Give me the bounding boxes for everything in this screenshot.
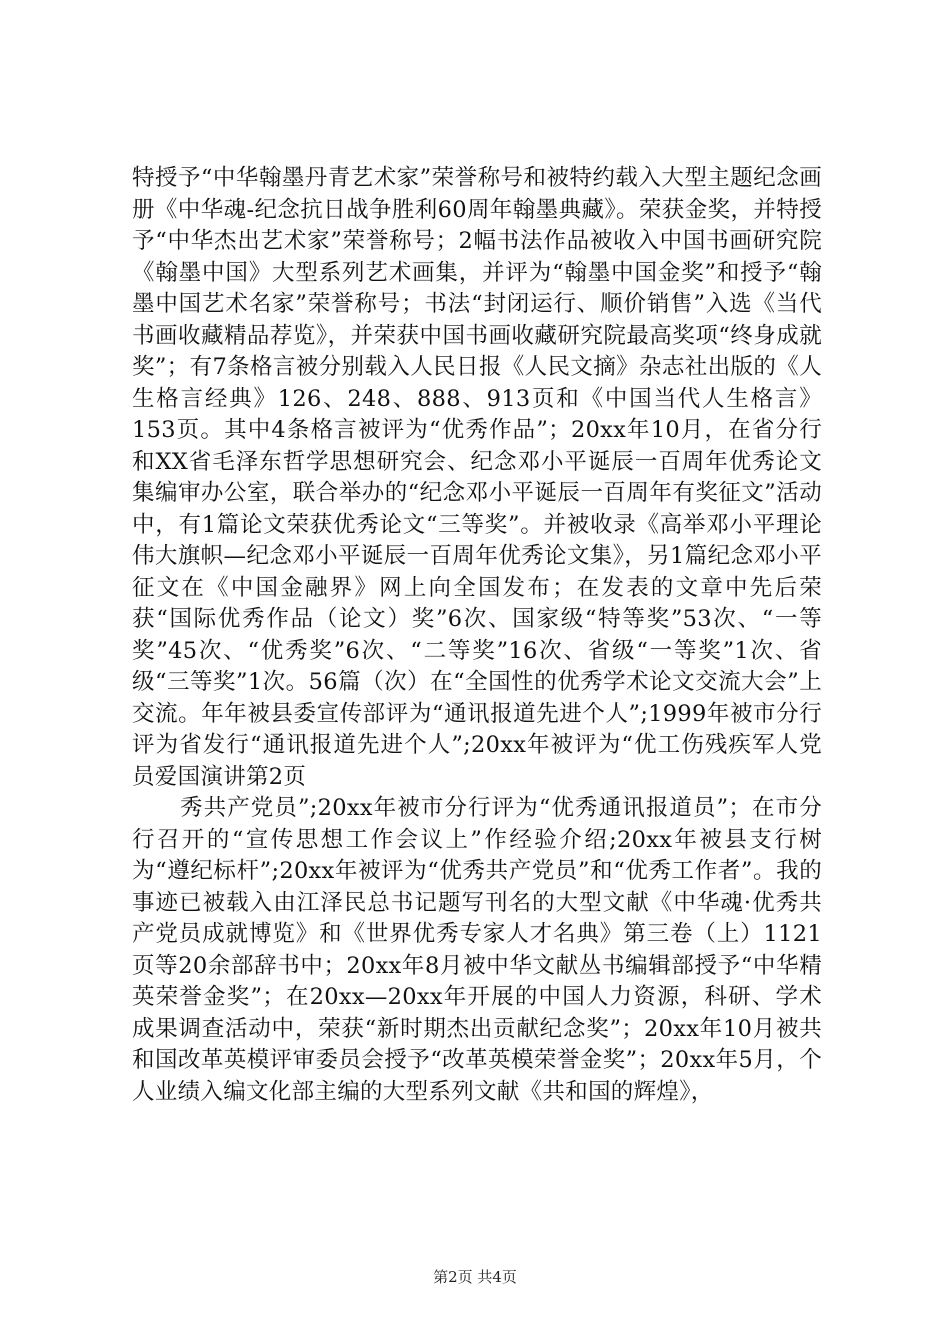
page-number-label: 第2页 共4页 [433,1268,517,1286]
document-body [132,163,822,1108]
paragraph-1: 特授予“中华翰墨丹青艺术家”荣誉称号和被特约载入大型主题纪念画册《中华魂-纪念抗日战争胜利60周年翰墨典藏》。荣获金奖，并特授予“中华杰出艺术家”荣誉称号；2幅书法作品被收入中国书画研究院《翰墨中国》大型系列艺术画集，并评为“翰墨中国金奖”和授予“翰墨中国艺术名家”荣誉称号；书法“封闭运行、顺价销售”入选《当代书画收藏精品荐览》，并荣获中国书画收藏研究院最高奖项“终身成就奖”；有7条格言被分别载入人民日报《人民文摘》杂志社出版的《人生格言经典》126、248、888、913页和《中国当代人生格言》153页。其中4条格言被评为“优秀作品”；20xx年10月，在省分行和XX省毛泽东哲学思想研究会、纪念邓小平诞辰一百周年优秀论文集编审办公室，联合举办的“纪念邓小平诞辰一百周年有奖征文”活动中，有1篇论文荣获优秀论文“三等奖”。并被收录《高举邓小平理论伟大旗帜—纪念邓小平诞辰一百周年优秀论文集》，另1篇纪念邓小平征文在《中国金融界》网上向全国发布；在发表的文章中先后荣获“国际优秀作品（论文）奖”6次、国家级“特等奖”53次、“一等奖”45次、“优秀奖”6次、“二等奖”16次、省级“一等奖”1次、省级“三等奖”1次。56篇（次）在“全国性的优秀学术论文交流大会”上交流。年年被县委宣传部评为“通讯报道先进个人”;1999年被市分行评为省发行“通讯报道先进个人”;20xx年被评为“优工伤残疾军人党员爱国演讲第2页 [132,165,822,790]
page-footer [0,1266,950,1287]
paragraph-2: 秀共产党员”;20xx年被市分行评为“优秀通讯报道员”；在市分行召开的“宣传思想工作会议上”作经验介绍;20xx年被县支行树为“遵纪标杆”;20xx年被评为“优秀共产党员”和“优秀工作者”。我的事迹已被载入由江泽民总书记题写刊名的大型文献《中华魂·优秀共产党员成就博览》和《世界优秀专家人才名典》第三卷（上）1121页等20余部辞书中；20xx年8月被中华文献丛书编辑部授予“中华精英荣誉金奖”；在20xx—20xx年开展的中国人力资源，科研、学术成果调查活动中，荣获“新时期杰出贡献纪念奖”；20xx年10月被共和国改革英模评审委员会授予“改革英模荣誉金奖”；20xx年5月，个人业绩入编文化部主编的大型系列文献《共和国的辉煌》， [132,795,822,1105]
